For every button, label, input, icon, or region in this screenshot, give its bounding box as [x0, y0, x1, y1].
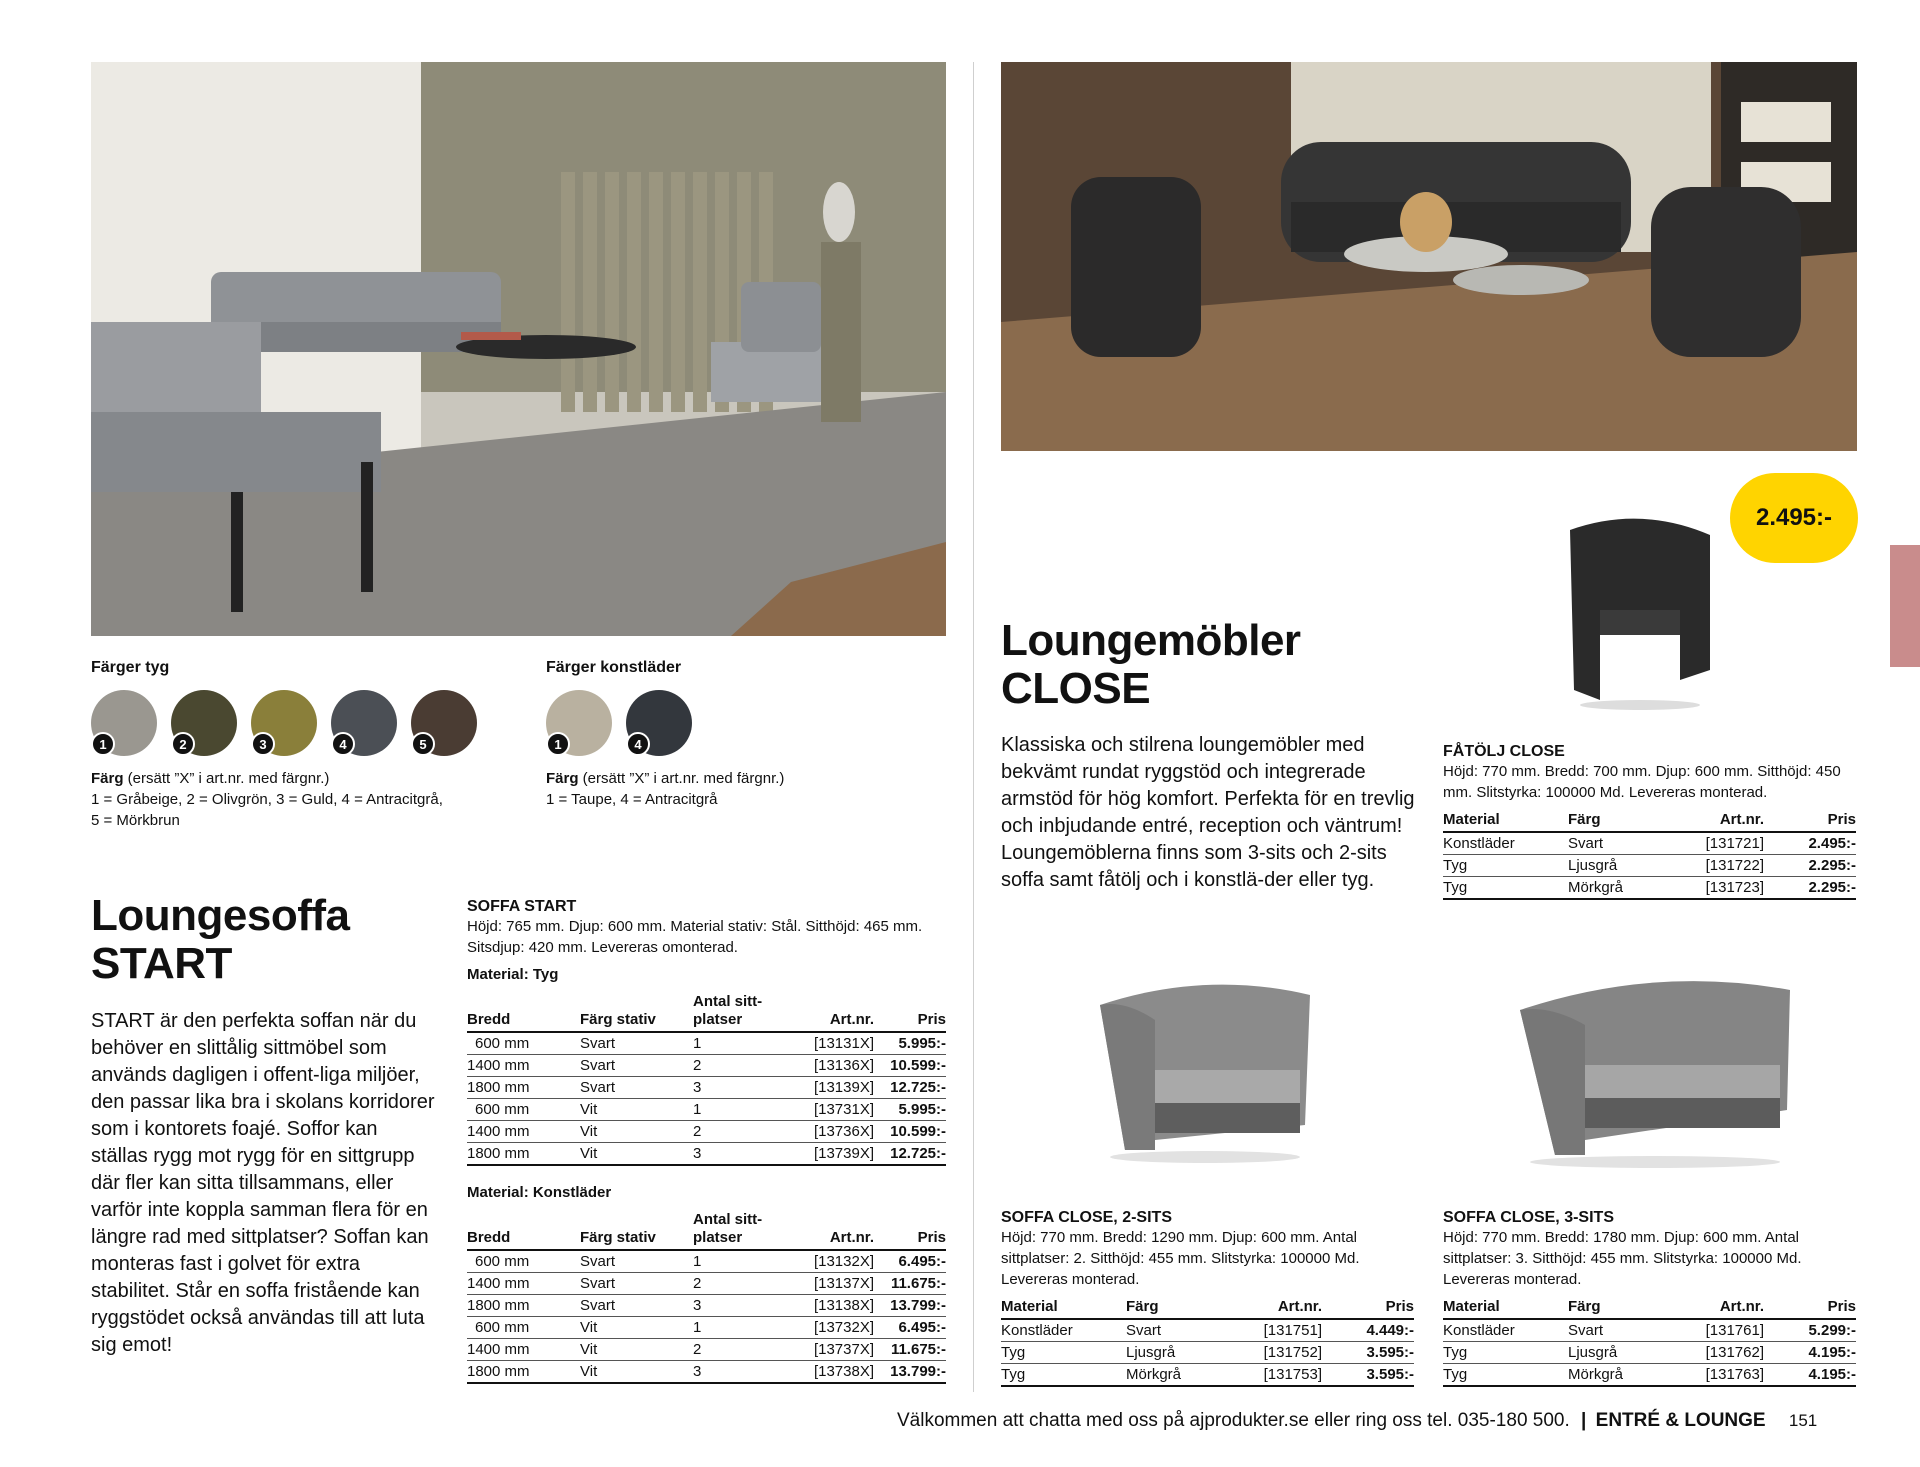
close-body-text: Klassiska och stilrena loungemöbler med bekvämt rundat ryggstöd och integrerade armstöd för hög komfort. Perfekta för en trevlig och inbjudande entré, reception och väntrum! Loungemöblerna finns som 3-sits och 2-sits soffa samt fåtölj och i konstlä-der eller tyg. [1001, 734, 1415, 891]
col-header: Art.nr. [1231, 1298, 1322, 1319]
price-badge: 2.495:- [1730, 473, 1858, 563]
table-row: 1400 mm Svart 2 [13137X] 11.675:- [467, 1273, 946, 1295]
spec-title: SOFFA CLOSE, 2-SITS [1001, 1209, 1172, 1226]
spec-description: Höjd: 770 mm. Bredd: 1780 mm. Djup: 600 mm. Antal sittplatser: 3. Sitthöjd: 455 mm. Slitstyrka: 100000 Md. Levereras monterad. [1443, 1229, 1802, 1288]
spec-description: Höjd: 770 mm. Bredd: 700 mm. Djup: 600 mm. Sitthöjd: 450 mm. Slitstyrka: 100000 Md. Levereras monterad. [1443, 763, 1841, 801]
col-header: Art.nr. [1673, 1298, 1764, 1319]
col-header: Art.nr. [781, 1211, 874, 1250]
fabric-swatches [91, 690, 477, 756]
col-header: Färg [1568, 811, 1673, 832]
material-label: Material: Tyg [467, 966, 559, 983]
footer-section: ENTRÉ & LOUNGE [1595, 1410, 1766, 1431]
table-row: Konstläder Svart [131721] 2.495:- [1443, 832, 1856, 855]
fabric-swatch-5[interactable] [411, 690, 477, 756]
col-header: Antal sitt-platser [693, 1211, 781, 1250]
col-header: Färg stativ [580, 1211, 693, 1250]
table-row: 1400 mm Svart 2 [13136X] 10.599:- [467, 1055, 946, 1077]
col-header: Bredd [467, 993, 580, 1032]
table-row: 600 mm Svart 1 [13131X] 5.995:- [467, 1032, 946, 1055]
leather-swatches [546, 690, 692, 756]
armchair-close-spec [1443, 743, 1856, 900]
sofa-close-3-seat-spec [1443, 1209, 1856, 1387]
col-header: Bredd [467, 1211, 580, 1250]
table-row: Tyg Mörkgrå [131723] 2.295:- [1443, 877, 1856, 900]
table-row: Konstläder Svart [131761] 5.299:- [1443, 1319, 1856, 1342]
swatch-number: 5 [411, 732, 435, 756]
spec-title: SOFFA CLOSE, 3-SITS [1443, 1209, 1614, 1226]
fabric-swatch-4[interactable] [331, 690, 397, 756]
col-header: Pris [874, 993, 946, 1032]
price-table [1443, 1298, 1856, 1387]
table-row: 1800 mm Vit 3 [13739X] 12.725:- [467, 1143, 946, 1166]
soffa-start-spec [467, 898, 946, 1384]
lounge-close-room-photo [1001, 62, 1857, 451]
leather-color-note: Färg (ersätt ”X” i art.nr. med färgnr.) 1 = Taupe, 4 = Antracitgrå [546, 770, 785, 808]
spec-title: SOFFA START [467, 898, 577, 915]
table-row: 1400 mm Vit 2 [13737X] 11.675:- [467, 1339, 946, 1361]
leather-swatch-4[interactable] [626, 690, 692, 756]
col-header: Material [1443, 1298, 1568, 1319]
spec-title: FÅTÖLJ CLOSE [1443, 743, 1565, 760]
col-header: Färg stativ [580, 993, 693, 1032]
close-heading: Loungemöbler CLOSE [1001, 616, 1301, 713]
price-table [1443, 811, 1856, 900]
col-header: Pris [1764, 1298, 1856, 1319]
col-header: Art.nr. [781, 993, 874, 1032]
page-divider [973, 62, 974, 1392]
spec-description: Höjd: 765 mm. Djup: 600 mm. Material stativ: Stål. Sitthöjd: 465 mm. Sitsdjup: 420 mm. Levereras omonterad. [467, 918, 923, 956]
table-row: 1400 mm Vit 2 [13736X] 10.599:- [467, 1121, 946, 1143]
footer-contact-text[interactable]: Välkommen att chatta med oss på ajprodukter.se eller ring oss tel. 035-180 500. [897, 1410, 1570, 1431]
col-header: Pris [1764, 811, 1856, 832]
armchair-close-photo [1560, 510, 1720, 710]
lounge-sofa-start-photo [91, 62, 946, 636]
table-row: 600 mm Svart 1 [13132X] 6.495:- [467, 1250, 946, 1273]
fabric-colors-label: Färger tyg [91, 659, 170, 676]
footer [897, 1410, 1817, 1432]
start-heading: Loungesoffa START [91, 891, 350, 988]
start-body-text: START är den perfekta soffan när du behöver en slittålig sittmöbel som används dagligen i offent-liga miljöer, den passar lika bra i skolans korridorer som i kontorets foajé. Soffor kan ställas rygg mot rygg för en sittgrupp där fler kan sitta tillsammans, eller varför inte koppla samman flera för en längre rad med sittplatser? Soffan kan monteras fast i golvet för extra stabilitet. Står en soffa fristående kan ryggstödet också användas till att luta sig emot! [91, 1010, 435, 1356]
swatch-number: 4 [626, 732, 650, 756]
swatch-number: 3 [251, 732, 275, 756]
table-row: Tyg Ljusgrå [131722] 2.295:- [1443, 855, 1856, 877]
col-header: Färg [1126, 1298, 1231, 1319]
table-row: 1800 mm Svart 3 [13139X] 12.725:- [467, 1077, 946, 1099]
col-header: Antal sitt-platser [693, 993, 781, 1032]
leather-colors-label: Färger konstläder [546, 659, 682, 676]
price-table [1001, 1298, 1414, 1387]
col-header: Pris [874, 1211, 946, 1250]
sofa-close-2-seat-spec [1001, 1209, 1414, 1387]
col-header: Färg [1568, 1298, 1673, 1319]
col-header: Pris [1322, 1298, 1414, 1319]
fabric-color-note: Färg (ersätt ”X” i art.nr. med färgnr.) 1 = Gråbeige, 2 = Olivgrön, 3 = Guld, 4 = Antracitgrå, 5 = Mörkbrun [91, 770, 443, 829]
price-table [467, 1211, 946, 1384]
table-row: Tyg Mörkgrå [131763] 4.195:- [1443, 1364, 1856, 1387]
table-row: Tyg Ljusgrå [131762] 4.195:- [1443, 1342, 1856, 1364]
swatch-number: 4 [331, 732, 355, 756]
table-row: 600 mm Vit 1 [13731X] 5.995:- [467, 1099, 946, 1121]
swatch-number: 1 [546, 732, 570, 756]
sofa-close-2-seat-photo [1095, 975, 1315, 1165]
table-row: Tyg Mörkgrå [131753] 3.595:- [1001, 1364, 1414, 1387]
table-row: Konstläder Svart [131751] 4.449:- [1001, 1319, 1414, 1342]
footer-separator: | [1581, 1410, 1587, 1431]
col-header: Art.nr. [1673, 811, 1764, 832]
price-table [467, 993, 946, 1166]
col-header: Material [1443, 811, 1568, 832]
fabric-swatch-1[interactable] [91, 690, 157, 756]
fabric-swatch-2[interactable] [171, 690, 237, 756]
col-header: Material [1001, 1298, 1126, 1319]
section-tab [1890, 545, 1920, 667]
table-row: 600 mm Vit 1 [13732X] 6.495:- [467, 1317, 946, 1339]
material-label: Material: Konstläder [467, 1184, 612, 1201]
page-number: 151 [1788, 1411, 1818, 1430]
fabric-swatch-3[interactable] [251, 690, 317, 756]
sofa-close-3-seat-photo [1515, 970, 1795, 1170]
table-row: Tyg Ljusgrå [131752] 3.595:- [1001, 1342, 1414, 1364]
swatch-number: 2 [171, 732, 195, 756]
table-row: 1800 mm Vit 3 [13738X] 13.799:- [467, 1361, 946, 1384]
spec-description: Höjd: 770 mm. Bredd: 1290 mm. Djup: 600 mm. Antal sittplatser: 2. Sitthöjd: 455 mm. Slitstyrka: 100000 Md. Levereras monterad. [1001, 1229, 1360, 1288]
leather-swatch-1[interactable] [546, 690, 612, 756]
swatch-number: 1 [91, 732, 115, 756]
table-row: 1800 mm Svart 3 [13138X] 13.799:- [467, 1295, 946, 1317]
